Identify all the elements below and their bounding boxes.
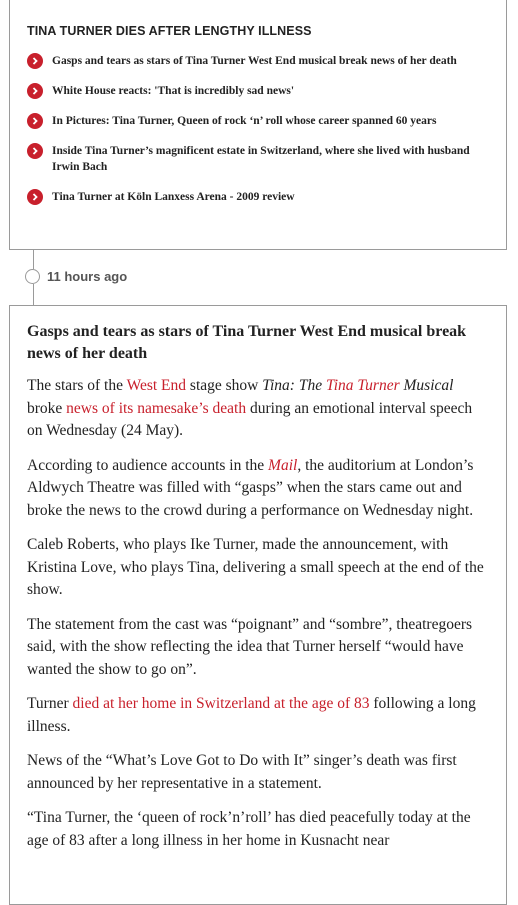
mail-link-text[interactable]: Mail [268,456,298,474]
related-link-text[interactable]: Tina Turner at Köln Lanxess Arena - 2009 review [52,191,295,203]
related-link-text[interactable]: In Pictures: Tina Turner, Queen of rock ‘n’ roll whose career spanned 60 years [52,115,437,127]
timeline-line [33,284,34,305]
text: during an emotional interval speech on Wednesday (24 May). [27,399,473,439]
died-at-home-link[interactable]: died at her home in Switzerland at the age of 83 [72,695,370,712]
post-paragraph [27,375,489,443]
tina-turner-link[interactable]: Tina Turner [325,377,400,394]
timeline-line [33,250,34,269]
chevron-right-icon [27,53,43,69]
text: following a long illness. [27,695,476,735]
text: broke [27,399,67,417]
mail-link[interactable] [268,457,297,474]
post-paragraph: “Tina Turner, the ‘queen of rock’n’roll’ has died peacefully today at the age of 83 after a long illness in her home in Kusnacht near [27,809,471,849]
post-timestamp: 11 hours ago [47,269,128,284]
related-stories-title: TINA TURNER DIES AFTER LENGTHY ILLNESS [27,24,312,38]
related-link[interactable] [27,189,490,205]
text: Musical [399,377,454,394]
post-paragraph: News of the “What’s Love Got to Do with It” singer’s death was first announced by her representative in a statement. [27,752,457,792]
live-blog-post [9,305,507,905]
text: stage show [186,377,263,394]
post-paragraph [27,693,489,738]
death-news-link[interactable]: news of its namesake’s death [66,399,247,417]
text: Turner [27,695,73,712]
chevron-right-icon [27,83,43,99]
west-end-link[interactable]: West End [126,377,187,394]
post-title: Gasps and tears as stars of Tina Turner West End musical break news of her death [27,323,467,362]
chevron-right-icon [27,113,43,129]
post-paragraph: The statement from the cast was “poignant” and “sombre”, theatregoers said, with the show reflecting the idea that Turner herself “would have wanted the show to go on”. [27,615,473,678]
timeline-dot-icon [25,269,40,284]
related-stories-box [9,0,507,250]
related-link[interactable] [27,113,490,129]
related-link[interactable] [27,83,490,99]
text: According to audience accounts in the [27,456,269,474]
chevron-right-icon [27,189,43,205]
related-link-text[interactable]: Inside Tina Turner’s magnificent estate in Switzerland, where she lived with husband Irwin Bach [52,145,470,173]
related-link-text[interactable]: White House reacts: 'That is incredibly sad news' [52,85,295,97]
post-paragraph [27,455,489,523]
related-link-text[interactable]: Gasps and tears as stars of Tina Turner West End musical break news of her death [52,55,457,67]
related-links-list [27,53,490,205]
text: The stars of the [27,377,127,394]
related-link[interactable] [27,53,490,69]
text: , the auditorium at London’s Aldwych Theatre was filled with “gasps” when the stars came out and broke the news to the crowd during a performance on Wednesday night. [27,456,474,519]
related-link[interactable] [27,143,490,175]
text: Tina: The [262,377,326,394]
show-title [262,377,453,394]
post-paragraph: Caleb Roberts, who plays Ike Turner, made the announcement, with Kristina Love, who plays Tina, delivering a small speech at the end of the show. [27,536,484,598]
chevron-right-icon [27,143,43,159]
